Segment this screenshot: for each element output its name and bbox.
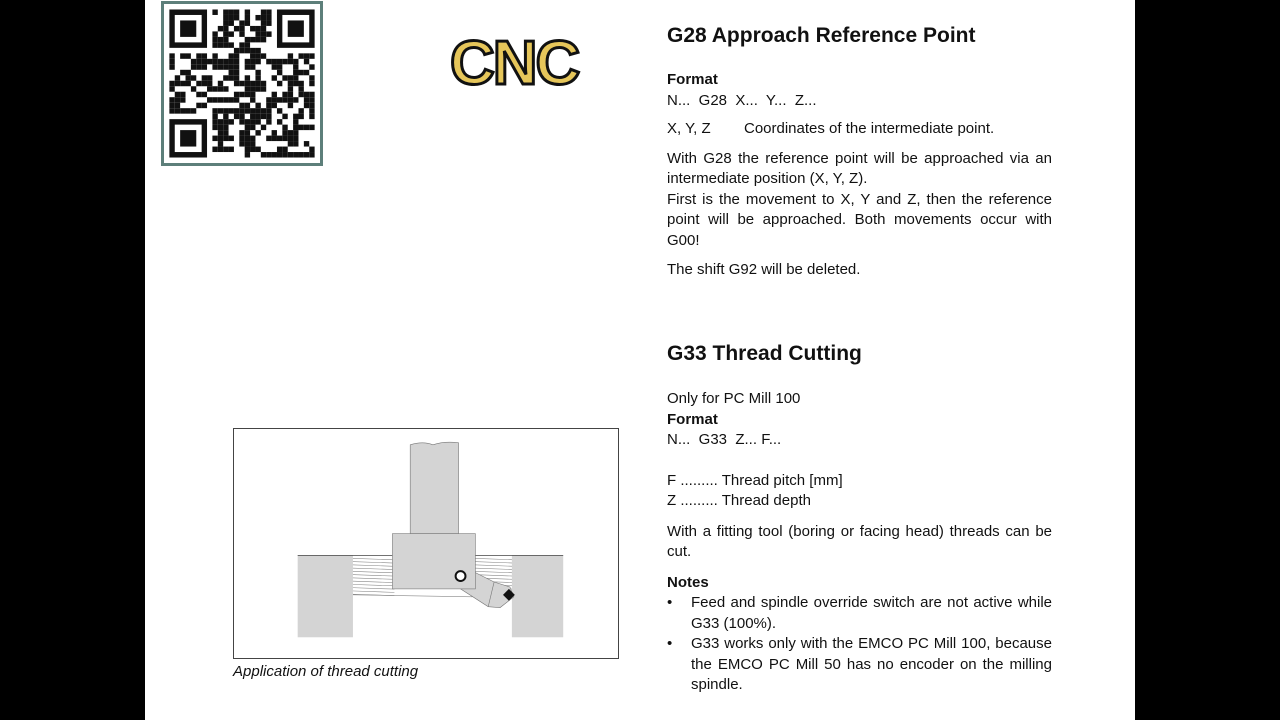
g33-param-f: F ......... Thread pitch [mm] xyxy=(667,471,843,489)
thread-line xyxy=(351,565,394,566)
g28-param-name: X, Y, Z xyxy=(667,120,711,137)
thread-line xyxy=(351,568,394,569)
thread-line xyxy=(473,558,513,559)
g28-para3: The shift G92 will be deleted. xyxy=(667,261,861,278)
thread-line xyxy=(351,588,394,589)
thread-line xyxy=(351,575,394,576)
thread-line xyxy=(353,595,472,597)
g33-heading: G33 Thread Cutting xyxy=(667,342,862,365)
g33-notes-label: Notes xyxy=(667,573,709,591)
thread-line xyxy=(473,565,513,566)
thread-line xyxy=(473,568,513,569)
thread-line xyxy=(351,578,394,579)
figure-caption: Application of thread cutting xyxy=(233,663,419,680)
cnc-logo: CNC xyxy=(450,29,579,98)
g28-format-label: Format xyxy=(667,71,718,88)
spindle-column xyxy=(410,442,458,533)
left-workpiece xyxy=(298,555,353,637)
thread-line xyxy=(351,571,394,572)
g28-para2: First is the movement to X, Y and Z, then the reference point will be approached. Both movements occur with G00! xyxy=(667,190,1052,249)
g28-para1: With G28 the reference point will be approached via an intermediate position (X, Y, Z). xyxy=(667,149,1052,187)
pivot-icon xyxy=(456,571,466,581)
g28-heading: G28 Approach Reference Point xyxy=(667,24,976,47)
thread-line xyxy=(351,558,394,559)
thread-line xyxy=(351,581,394,582)
thread-line xyxy=(351,591,394,592)
g28-format: N... G28 X... Y... Z... xyxy=(667,91,817,109)
g33-format-label: Format xyxy=(667,410,718,428)
note-item: • Feed and spindle override switch are not active while G33 (100%). xyxy=(667,593,1052,634)
right-workpiece xyxy=(512,555,563,637)
g33-only: Only for PC Mill 100 xyxy=(667,390,801,407)
g33-param-z: Z ......... Thread depth xyxy=(667,492,811,509)
thread-line xyxy=(351,562,394,563)
g33-format: N... G33 Z... F... xyxy=(667,431,782,448)
g28-param-desc: Coordinates of the intermediate point. xyxy=(744,120,995,137)
g33-para1: With a fitting tool (boring or facing head) threads can be cut. xyxy=(667,522,1052,560)
thread-line xyxy=(473,571,513,572)
qr-code xyxy=(161,1,323,166)
thread-line xyxy=(351,584,394,585)
thread-line xyxy=(473,562,513,563)
g33-notes-list xyxy=(667,593,1052,696)
note-item: • G33 works only with the EMCO PC Mill 100, because the EMCO PC Mill 50 has no encoder on the milling spindle. xyxy=(667,634,1052,696)
thread-cutting-figure xyxy=(233,428,619,659)
